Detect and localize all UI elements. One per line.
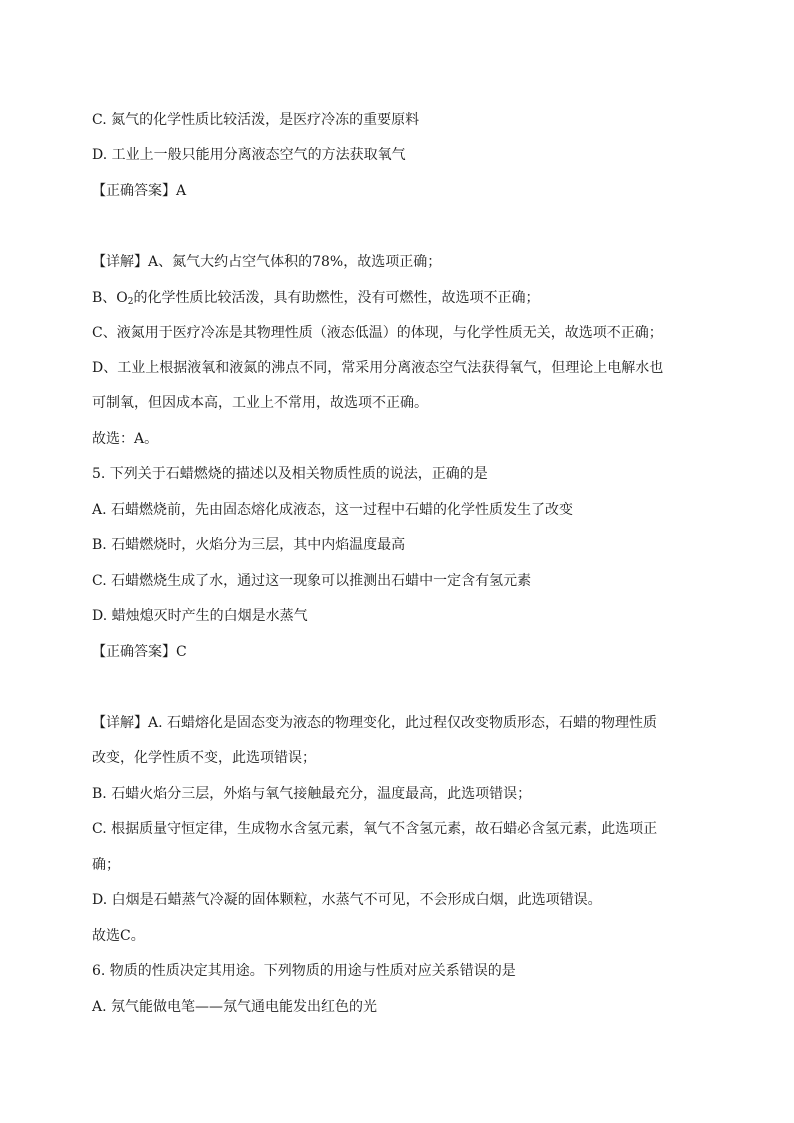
answer-q5: 【正确答案】C <box>92 644 187 660</box>
question-5: 5. 下列关于石蜡燃烧的描述以及相关物质性质的说法，正确的是 <box>92 466 488 482</box>
option-5c: C. 石蜡燃烧生成了水，通过这一现象可以推测出石蜡中一定含有氢元素 <box>92 573 532 589</box>
conclusion-q5: 故选C。 <box>92 928 145 944</box>
explanation-q5-c-line2: 确； <box>92 857 120 873</box>
oxygen-subscript: 2 <box>127 297 134 307</box>
explanation-q5-c-line1: C. 根据质量守恒定律，生成物水含氢元素，氧气不含氢元素，故石蜡必含氢元素，此选项正 <box>92 821 658 837</box>
explanation-q4-b-post: 的化学性质比较活泼，具有助燃性，没有可燃性，故选项不正确； <box>133 290 540 306</box>
explanation-q4-d-line2: 可制氧，但因成本高，工业上不常用，故选项不正确。 <box>92 395 428 411</box>
explanation-q4-c: C、液氮用于医疗冷冻是其物理性质（液态低温）的体现，与化学性质无关，故选项不正确； <box>92 325 663 341</box>
option-d-oxygen: D. 工业上一般只能用分离液态空气的方法获取氧气 <box>92 147 406 163</box>
option-5d: D. 蜡烛熄灭时产生的白烟是水蒸气 <box>92 608 308 624</box>
conclusion-q4: 故选：A。 <box>92 431 159 447</box>
explanation-q5-b: B. 石蜡火焰分三层，外焰与氧气接触最充分，温度最高，此选项错误； <box>92 786 532 802</box>
explanation-q5-a-line1: 【详解】A. 石蜡熔化是固态变为液态的物理变化，此过程仅改变物质形态，石蜡的物理性质 <box>92 715 658 731</box>
explanation-q5-a-line2: 改变，化学性质不变，此选项错误； <box>92 750 316 766</box>
explanation-q4-a: 【详解】A、氮气大约占空气体积的78%，故选项正确； <box>92 254 442 270</box>
explanation-q4-b-pre: B、O <box>92 290 128 306</box>
option-6a: A. 氖气能做电笔——氖气通电能发出红色的光 <box>92 999 378 1015</box>
option-5b: B. 石蜡燃烧时，火焰分为三层，其中内焰温度最高 <box>92 537 406 553</box>
explanation-q5-d: D. 白烟是石蜡蒸气冷凝的固体颗粒，水蒸气不可见，不会形成白烟，此选项错误。 <box>92 892 602 908</box>
option-5a: A. 石蜡燃烧前，先由固态熔化成液态，这一过程中石蜡的化学性质发生了改变 <box>92 502 574 518</box>
question-6: 6. 物质的性质决定其用途。下列物质的用途与性质对应关系错误的是 <box>92 963 516 979</box>
explanation-q4-d-line1: D、工业上根据液氧和液氮的沸点不同，常采用分离液态空气法获得氧气，但理论上电解水也 <box>92 360 664 376</box>
explanation-q4-b <box>92 289 540 307</box>
option-c-nitrogen: C. 氮气的化学性质比较活泼，是医疗冷冻的重要原料 <box>92 112 420 128</box>
answer-q4: 【正确答案】A <box>92 183 187 199</box>
